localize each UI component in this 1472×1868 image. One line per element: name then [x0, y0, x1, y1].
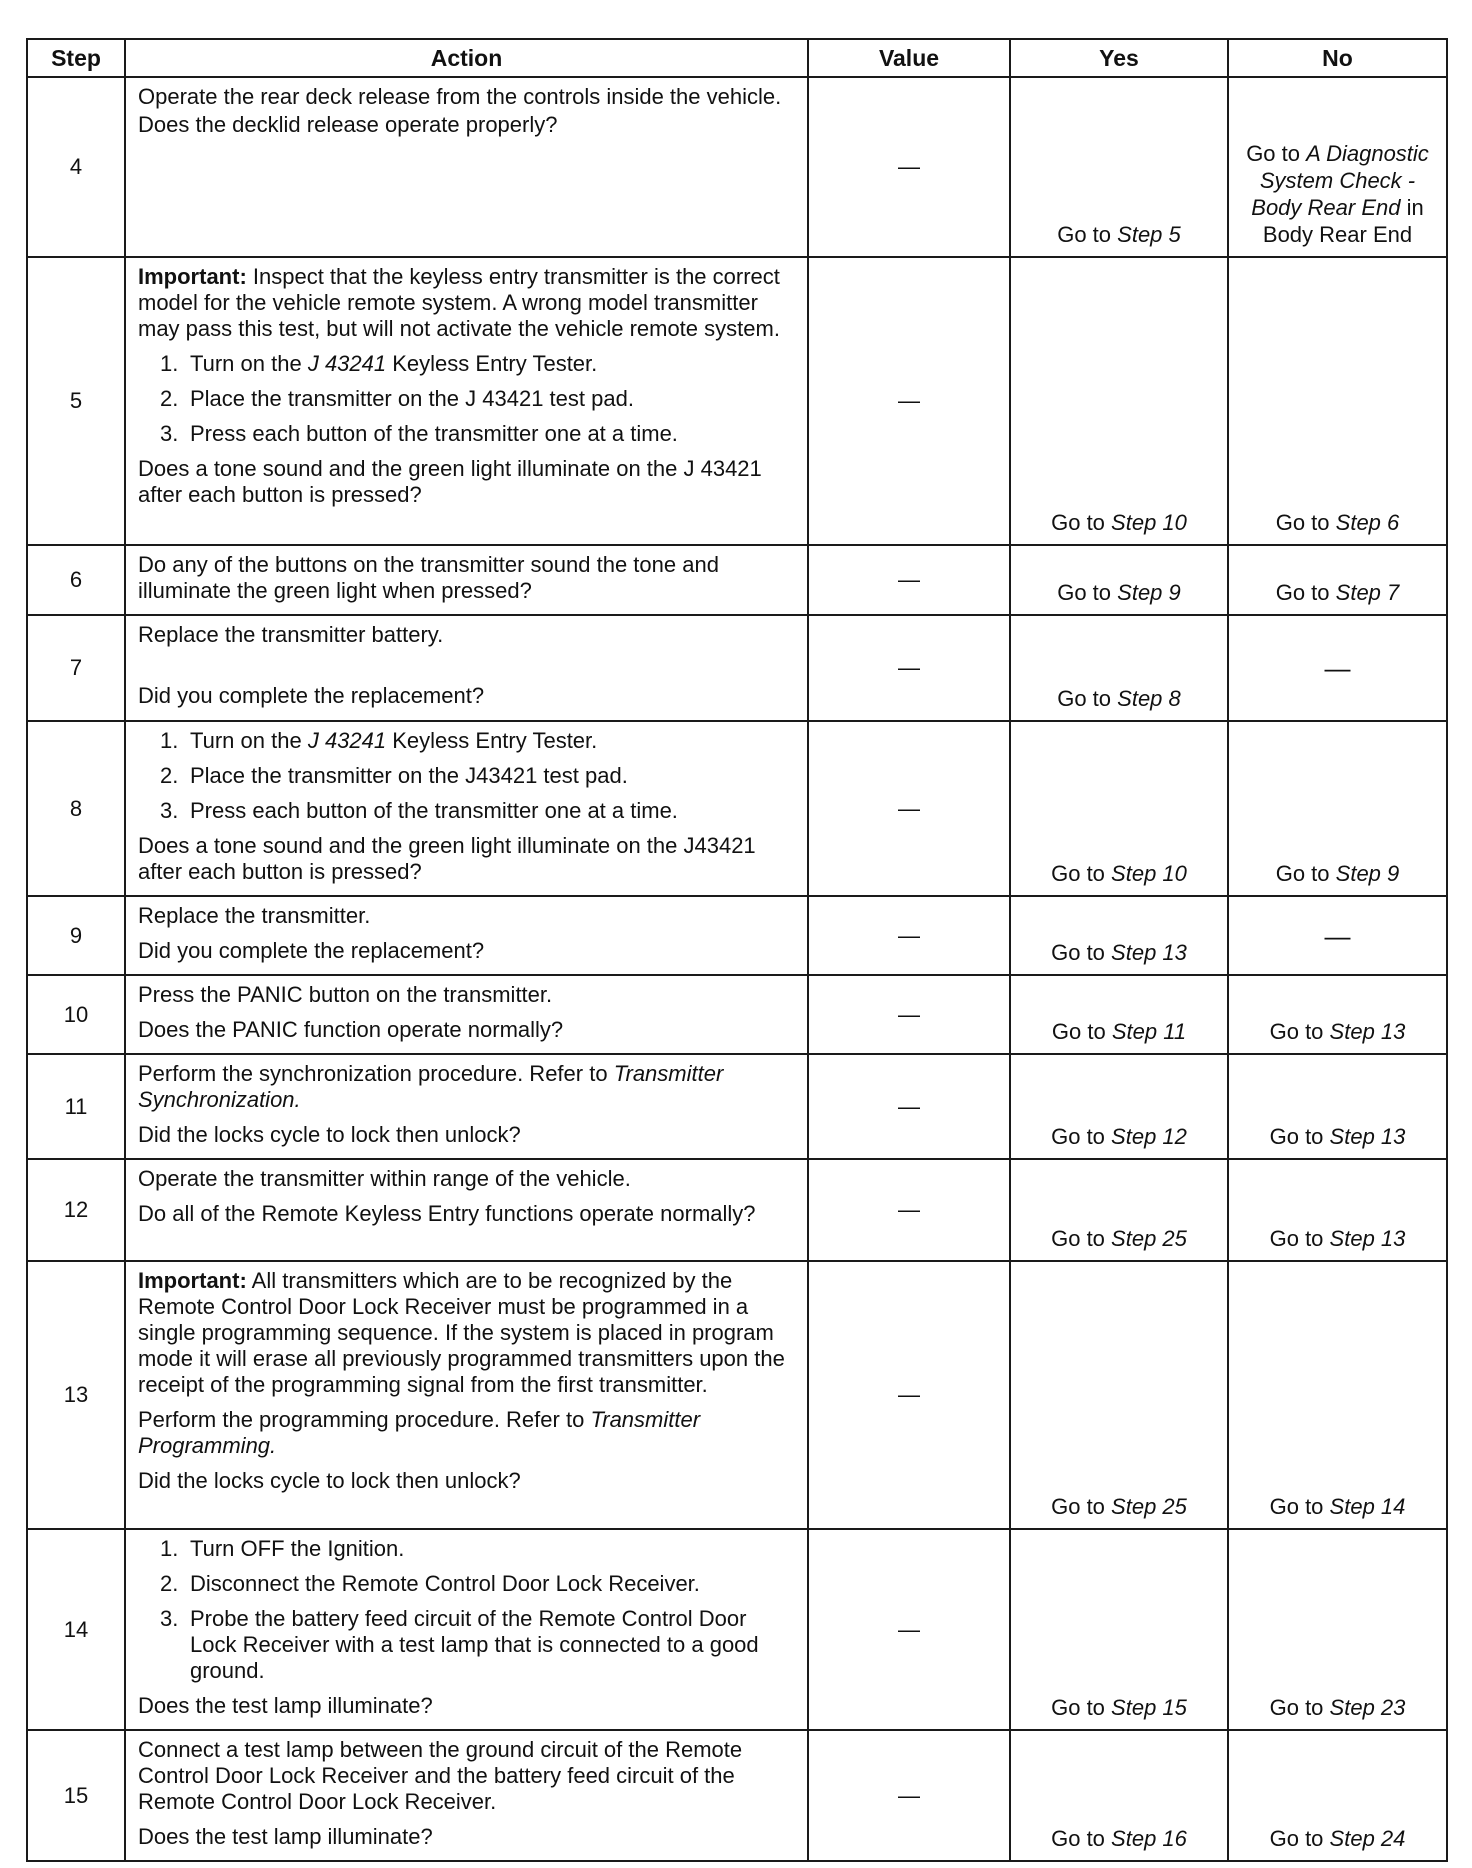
yes-step-link[interactable]: Step 8	[1117, 686, 1181, 711]
no-step-link[interactable]: Step 6	[1335, 510, 1400, 535]
go-to-label: Go to	[1051, 1494, 1105, 1519]
action-cell	[125, 721, 808, 896]
important-label: Important:	[138, 1268, 247, 1293]
procedure-list	[138, 1536, 797, 1684]
action-cell	[125, 545, 808, 615]
go-to-label: Go to	[1051, 861, 1105, 886]
action-text: Replace the transmitter.	[138, 903, 371, 928]
list-text: Place the transmitter on the J 43421 test pad.	[190, 386, 634, 411]
table-row	[27, 545, 1447, 615]
table-row	[27, 896, 1447, 975]
yes-cell	[1010, 975, 1228, 1054]
value-cell: —	[808, 1730, 1010, 1861]
header-step: Step	[27, 39, 125, 77]
no-step-link[interactable]: Step 14	[1329, 1494, 1406, 1519]
no-step-link[interactable]: Step 9	[1335, 861, 1400, 886]
procedure-reference[interactable]: Transmitter Programming.	[138, 1407, 701, 1458]
list-number: 2.	[160, 386, 179, 411]
value-cell: —	[808, 257, 1010, 545]
list-item	[160, 798, 797, 824]
go-to-label: Go to	[1051, 1124, 1105, 1149]
no-cell: —	[1228, 615, 1447, 721]
step-number: 13	[27, 1261, 125, 1529]
yes-step-link[interactable]: Step 10	[1111, 861, 1187, 886]
list-text: Probe the battery feed circuit of the Remote Control Door Lock Receiver with a test lamp that is connected to a good ground.	[190, 1606, 759, 1683]
no-step-link[interactable]: Step 13	[1329, 1019, 1406, 1044]
table-row	[27, 1159, 1447, 1261]
action-cell	[125, 77, 808, 257]
table-row	[27, 77, 1447, 257]
list-number: 3.	[160, 421, 179, 446]
table-row	[27, 1261, 1447, 1529]
yes-cell	[1010, 1529, 1228, 1730]
question-text: Did you complete the replacement?	[138, 683, 485, 708]
no-step-link[interactable]: Step 13	[1329, 1124, 1406, 1149]
list-number: 3.	[160, 1606, 179, 1631]
action-text: Connect a test lamp between the ground circuit of the Remote Control Door Lock Receiver and the battery feed circuit of the Remote Control Door Lock Receiver.	[138, 1737, 743, 1814]
list-item	[160, 763, 797, 789]
value-cell: —	[808, 1054, 1010, 1159]
yes-cell	[1010, 896, 1228, 975]
list-item	[160, 728, 797, 754]
yes-cell	[1010, 615, 1228, 721]
list-text: Keyless Entry Tester.	[392, 351, 598, 376]
action-text: Perform the programming procedure. Refer to	[138, 1407, 585, 1432]
important-label: Important:	[138, 264, 247, 289]
go-to-label: Go to	[1051, 1695, 1105, 1720]
go-to-label: Go to	[1269, 1494, 1324, 1519]
question-text: Did you complete the replacement?	[138, 938, 485, 963]
header-yes: Yes	[1010, 39, 1228, 77]
list-text: Press each button of the transmitter one at a time.	[190, 798, 678, 823]
value-cell: —	[808, 615, 1010, 721]
step-number: 9	[27, 896, 125, 975]
no-reference-link[interactable]: A Diagnostic System Check - Body Rear End	[1251, 141, 1429, 220]
important-text: All transmitters which are to be recognized by the Remote Control Door Lock Receiver must be programmed in a single programming sequence. If the system is placed in program mode it will erase all previously programmed transmitters upon the receipt of the programming signal from the first transmitter.	[138, 1268, 785, 1397]
question-text: Does the PANIC function operate normally?	[138, 1017, 564, 1042]
list-item	[160, 386, 797, 412]
list-text: Turn OFF the Ignition.	[190, 1536, 405, 1561]
step-number: 7	[27, 615, 125, 721]
header-no: No	[1228, 39, 1447, 77]
list-item	[160, 421, 797, 447]
action-cell	[125, 975, 808, 1054]
list-text: Press each button of the transmitter one at a time.	[190, 421, 678, 446]
header-value: Value	[808, 39, 1010, 77]
step-number: 12	[27, 1159, 125, 1261]
go-to-label: Go to	[1269, 1226, 1324, 1251]
no-cell	[1228, 1730, 1447, 1861]
no-cell: —	[1228, 896, 1447, 975]
yes-step-link[interactable]: Step 25	[1111, 1494, 1187, 1519]
list-text: Turn on the	[190, 351, 302, 376]
list-text: Disconnect the Remote Control Door Lock Receiver.	[190, 1571, 700, 1596]
list-item	[160, 1536, 797, 1562]
list-number: 1.	[160, 1536, 179, 1561]
go-to-label: Go to	[1269, 1124, 1324, 1149]
value-cell: —	[808, 545, 1010, 615]
go-to-label: Go to	[1057, 686, 1112, 711]
procedure-list	[138, 728, 797, 824]
action-cell	[125, 615, 808, 721]
yes-step-link[interactable]: Step 9	[1117, 580, 1181, 605]
go-to-label: Go to	[1051, 1226, 1105, 1251]
no-cell	[1228, 545, 1447, 615]
question-text: Did the locks cycle to lock then unlock?	[138, 1122, 521, 1147]
go-to-label: Go to	[1051, 940, 1105, 965]
action-text: Replace the transmitter battery.	[138, 622, 444, 647]
yes-cell	[1010, 721, 1228, 896]
go-to-label: Go to	[1057, 222, 1112, 247]
yes-cell	[1010, 257, 1228, 545]
tool-reference: J 43241	[307, 728, 387, 753]
go-to-label: Go to	[1275, 580, 1330, 605]
step-number: 10	[27, 975, 125, 1054]
question-text: Does a tone sound and the green light illuminate on the J43421 after each button is pressed?	[138, 833, 756, 884]
tool-reference: J 43241	[307, 351, 387, 376]
list-number: 1.	[160, 728, 179, 753]
action-cell	[125, 257, 808, 545]
value-cell: —	[808, 77, 1010, 257]
action-cell	[125, 1730, 808, 1861]
step-number: 14	[27, 1529, 125, 1730]
go-to-label: Go to	[1051, 1826, 1105, 1851]
no-step-link[interactable]: Step 13	[1329, 1226, 1406, 1251]
table-row	[27, 975, 1447, 1054]
value-cell: —	[808, 721, 1010, 896]
list-text: Place the transmitter on the J43421 test pad.	[190, 763, 628, 788]
yes-cell	[1010, 1159, 1228, 1261]
yes-step-link[interactable]: Step 25	[1111, 1226, 1187, 1251]
action-cell	[125, 1529, 808, 1730]
question-text: Does a tone sound and the green light illuminate on the J 43421 after each button is pressed?	[138, 456, 762, 507]
go-to-label: Go to	[1269, 1019, 1324, 1044]
yes-step-link[interactable]: Step 12	[1111, 1124, 1187, 1149]
procedure-list	[138, 351, 797, 447]
step-number: 15	[27, 1730, 125, 1861]
procedure-reference[interactable]: Transmitter Synchronization.	[138, 1061, 724, 1112]
value-cell: —	[808, 1529, 1010, 1730]
go-to-label: Go to	[1269, 1826, 1324, 1851]
action-cell	[125, 1261, 808, 1529]
yes-cell	[1010, 545, 1228, 615]
action-text: Operate the rear deck release from the controls inside the vehicle.	[138, 84, 782, 109]
important-text: Inspect that the keyless entry transmitter is the correct model for the vehicle remote system. A wrong model transmitter may pass this test, but will not activate the vehicle remote system.	[138, 264, 780, 341]
step-number: 11	[27, 1054, 125, 1159]
list-item	[160, 1571, 797, 1597]
no-cell	[1228, 1054, 1447, 1159]
yes-step-link[interactable]: Step 11	[1111, 1019, 1187, 1044]
no-cell	[1228, 975, 1447, 1054]
value-cell: —	[808, 975, 1010, 1054]
go-to-label: Go to	[1269, 1695, 1324, 1720]
no-step-link[interactable]: Step 7	[1335, 580, 1400, 605]
question-text: Do all of the Remote Keyless Entry functions operate normally?	[138, 1201, 756, 1226]
table-row	[27, 721, 1447, 896]
no-reference-tail: in Body Rear End	[1262, 195, 1424, 247]
no-cell	[1228, 257, 1447, 545]
question-text: Did the locks cycle to lock then unlock?	[138, 1468, 521, 1493]
yes-step-link[interactable]: Step 13	[1111, 940, 1187, 965]
important-note	[138, 1268, 797, 1398]
no-cell	[1228, 77, 1447, 257]
go-to-label: Go to	[1275, 510, 1330, 535]
action-text: Press the PANIC button on the transmitter.	[138, 982, 553, 1007]
diagnostic-table	[26, 38, 1448, 1862]
list-item	[160, 351, 797, 377]
no-cell	[1228, 721, 1447, 896]
list-text: Keyless Entry Tester.	[392, 728, 598, 753]
no-cell	[1228, 1529, 1447, 1730]
action-text: Operate the transmitter within range of the vehicle.	[138, 1166, 631, 1191]
yes-step-link[interactable]: Step 5	[1117, 222, 1181, 247]
action-cell	[125, 896, 808, 975]
list-text: Turn on the	[190, 728, 302, 753]
list-number: 1.	[160, 351, 179, 376]
action-text: Perform the synchronization procedure. Refer to	[138, 1061, 608, 1086]
header-action: Action	[125, 39, 808, 77]
value-cell: —	[808, 1261, 1010, 1529]
table-row	[27, 1054, 1447, 1159]
step-number: 6	[27, 545, 125, 615]
action-cell	[125, 1054, 808, 1159]
table-row	[27, 1730, 1447, 1861]
header-row	[27, 39, 1447, 77]
yes-cell	[1010, 77, 1228, 257]
go-to-label: Go to	[1057, 580, 1112, 605]
list-number: 2.	[160, 1571, 179, 1596]
no-cell	[1228, 1159, 1447, 1261]
yes-step-link[interactable]: Step 15	[1111, 1695, 1187, 1720]
no-step-link[interactable]: Step 24	[1329, 1826, 1406, 1851]
value-cell: —	[808, 896, 1010, 975]
question-text: Does the decklid release operate properly?	[138, 112, 558, 137]
no-step-link[interactable]: Step 23	[1329, 1695, 1406, 1720]
step-number: 4	[27, 77, 125, 257]
list-number: 2.	[160, 763, 179, 788]
value-cell: —	[808, 1159, 1010, 1261]
table-row	[27, 1529, 1447, 1730]
question-text: Do any of the buttons on the transmitter sound the tone and illuminate the green light when pressed?	[138, 552, 719, 603]
go-to-label: Go to	[1051, 510, 1105, 535]
list-item	[160, 1606, 797, 1684]
table-row	[27, 257, 1447, 545]
yes-cell	[1010, 1054, 1228, 1159]
yes-cell	[1010, 1261, 1228, 1529]
go-to-label: Go to	[1051, 1019, 1106, 1044]
important-note	[138, 264, 797, 342]
question-text: Does the test lamp illuminate?	[138, 1693, 433, 1718]
spacer	[138, 657, 797, 683]
question-text: Does the test lamp illuminate?	[138, 1824, 433, 1849]
diagnostic-table-page	[26, 38, 1446, 1868]
yes-step-link[interactable]: Step 16	[1111, 1826, 1187, 1851]
step-number: 8	[27, 721, 125, 896]
action-cell	[125, 1159, 808, 1261]
list-number: 3.	[160, 798, 179, 823]
go-to-label: Go to	[1275, 861, 1330, 886]
step-number: 5	[27, 257, 125, 545]
yes-cell	[1010, 1730, 1228, 1861]
go-to-label: Go to	[1246, 141, 1300, 166]
no-cell	[1228, 1261, 1447, 1529]
yes-step-link[interactable]: Step 10	[1111, 510, 1187, 535]
table-row	[27, 615, 1447, 721]
